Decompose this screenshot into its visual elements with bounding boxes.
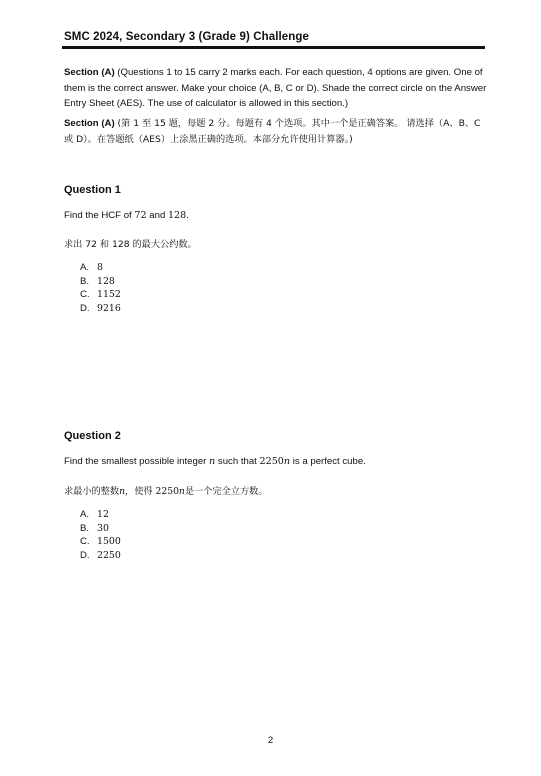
question-1-text-cn: 求出 72 和 128 的最大公约数。 (64, 239, 197, 250)
q1-number-b: 128 (167, 210, 187, 221)
question-2-text-cn (64, 483, 268, 497)
q2-cn-variable: n (119, 486, 126, 497)
question-2-heading: Question 2 (64, 430, 121, 442)
option-d (80, 549, 121, 563)
section-label-en: Section (A) (64, 67, 115, 78)
question-1-options (80, 261, 121, 315)
option-value: 128 (97, 275, 115, 287)
q2-text-part: such that (215, 456, 260, 467)
option-c (80, 535, 121, 549)
option-a (80, 261, 121, 275)
option-letter: B. (80, 522, 90, 534)
question-1-heading: Question 1 (64, 184, 121, 196)
page-number: 2 (267, 735, 274, 746)
q2-cn-number: 2250 (155, 486, 179, 497)
section-label-cn: Section (A) (64, 118, 115, 129)
q2-variable: n (283, 456, 291, 467)
option-letter: D. (80, 549, 90, 561)
option-value: 12 (97, 509, 109, 520)
section-text-en: (Questions 1 to 15 carry 2 marks each. For each question, 4 options are given. One of them is the correct answer. Make your choice (A, B, C or D). Shade the correct circle on the Answer Entry Sheet (AES). The use of calculator is allowed in this section.) (64, 67, 487, 109)
q2-cn-part: 是一个完全立方数。 (184, 486, 268, 497)
option-b (80, 522, 121, 536)
header-title: SMC 2024, Secondary 3 (Grade 9) Challenge (64, 31, 310, 43)
q2-cn-part: ，使得 (125, 486, 156, 497)
option-b (80, 275, 121, 289)
q1-text-part: . (186, 210, 189, 221)
option-value: 8 (97, 262, 103, 273)
q2-cn-part: 求最小的整数 (64, 486, 120, 497)
header-rule (62, 46, 485, 49)
option-letter: C. (80, 289, 90, 301)
q1-text-part: Find the HCF of (64, 210, 135, 221)
option-value: 1500 (97, 536, 121, 548)
q2-text-part: is a perfect cube. (290, 456, 366, 467)
option-letter: A. (80, 262, 90, 273)
question-1-text-en (64, 210, 189, 221)
option-value: 2250 (97, 549, 121, 561)
option-letter: A. (80, 509, 90, 520)
option-value: 1152 (97, 289, 121, 301)
question-2-options (80, 508, 121, 562)
section-instructions-cn (64, 116, 489, 147)
option-letter: B. (80, 275, 90, 287)
section-instructions-en (64, 65, 489, 112)
q2-cn-variable: n (178, 486, 185, 497)
option-letter: C. (80, 536, 90, 548)
q1-number-a: 72 (134, 210, 147, 221)
option-value: 30 (97, 522, 109, 534)
section-text-cn: (第 1 至 15 题，每题 2 分。每题有 4 个选项。其中一个是正确答案。 请选择（A、B、C 或 D）。在答题纸（AES）上涂黑正确的选项。本部分允许使用计算器。) (64, 118, 481, 145)
q2-number: 2250 (259, 456, 284, 467)
option-d (80, 302, 121, 316)
option-c (80, 288, 121, 302)
option-letter: D. (80, 302, 90, 314)
option-value: 9216 (97, 302, 121, 314)
option-a (80, 508, 121, 522)
q2-variable: n (209, 456, 216, 467)
q1-text-part: and (146, 210, 168, 221)
q2-text-part: Find the smallest possible integer (64, 456, 210, 467)
question-2-text-en (64, 456, 366, 467)
